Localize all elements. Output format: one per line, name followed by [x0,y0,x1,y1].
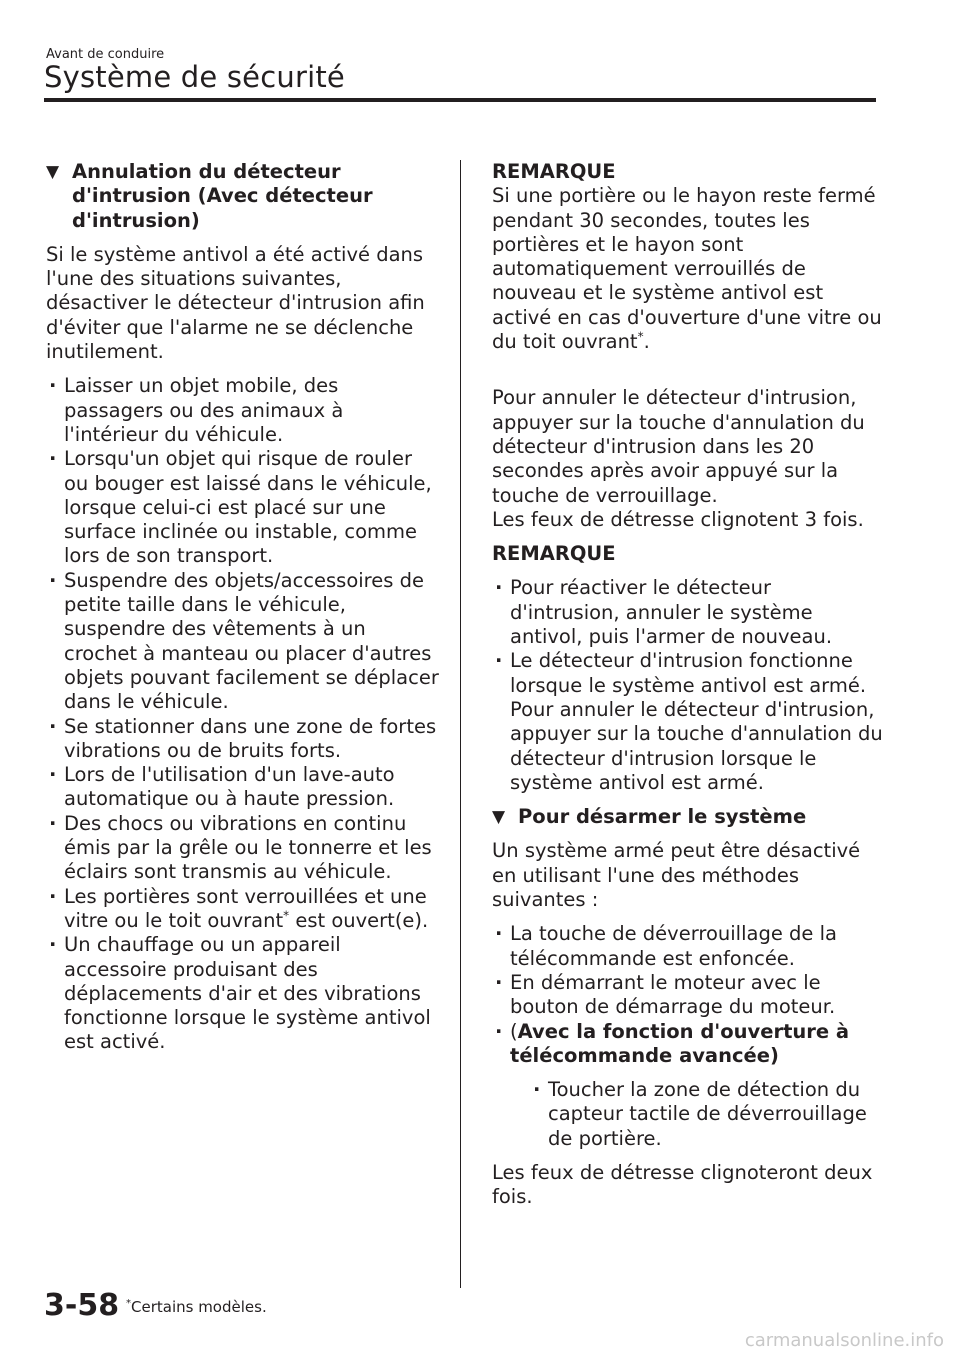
list-item: · Lorsqu'un objet qui risque de rouler ou bouger est laissé dans le véhicule, lorsque celui-ci est placé sur une surface inclinée ou instable, comme lors de son transport. [46,447,442,568]
sub-list [530,1078,884,1151]
triangle-icon: ▼ [46,162,60,182]
situations-list [46,374,442,1054]
heading-text: Pour désarmer le système [518,805,807,829]
heading-text: Annulation du détecteur d'intrusion (Avec détecteur d'intrusion) [72,160,373,232]
disarm-methods-list [492,922,884,1151]
list-item: · Laisser un objet mobile, des passagers ou des animaux à l'intérieur du véhicule. [46,374,442,447]
header-divider [44,98,876,102]
note-label: REMARQUE [492,160,616,183]
list-item [492,1020,884,1151]
list-item: · Toucher la zone de détection du capteur tactile de déverrouillage de portière. [530,1078,884,1151]
section-label: Avant de conduire [46,47,165,62]
list-item: · Pour réactiver le détecteur d'intrusion, annuler le système antivol, puis l'armer de nouveau. [492,576,884,649]
list-item-text: Les portières sont verrouillées et une vitre ou le toit ouvrant [64,884,427,932]
section-heading-intrusion [46,160,442,233]
cancel-instruction: Pour annuler le détecteur d'intrusion, appuyer sur la touche d'annulation du détecteur d'intrusion dans les 20 secondes après avoir appuyé sur la touche de verrouillage. [492,386,865,507]
list-item: · Lors de l'utilisation d'un lave-auto automatique ou à haute pression. [46,763,442,812]
disarm-intro: Un système armé peut être désactivé en utilisant l'une des méthodes suivantes : [492,839,861,912]
right-column [492,160,884,1210]
triangle-icon: ▼ [492,807,506,828]
left-column [46,160,442,1055]
intro-paragraph: Si le système antivol a été activé dans l'une des situations suivantes, désactiver le détecteur d'intrusion afin d'éviter que l'alarme ne se déclenche inutilement. [46,242,425,364]
column-divider [460,160,461,1288]
footnote-text: Certains modèles. [131,1298,267,1316]
list-item: · Suspendre des objets/accessoires de petite taille dans le véhicule, suspendre des vêtements à un crochet à manteau ou placer d'autres objets pouvant facilement se déplacer dans le véhicule. [46,569,442,715]
page-title: Système de sécurité [44,60,345,94]
list-item-text: est ouvert(e). [289,908,429,932]
footnote [126,1298,267,1316]
paren: ) [769,1043,779,1067]
list-item: · Le détecteur d'intrusion fonctionne lorsque le système antivol est armé. Pour annuler le détecteur d'intrusion, appuyer sur la touche d'annulation du détecteur d'intrusion lorsque le système antivol est armé. [492,649,884,795]
page-number: 3-58 [44,1288,120,1323]
footnote-marker: * [637,329,644,344]
list-item: · La touche de déverrouillage de la télécommande est enfoncée. [492,922,884,971]
list-item: · En démarrant le moteur avec le bouton de démarrage du moteur. [492,971,884,1020]
hazard-lights-note: Les feux de détresse clignotent 3 fois. [492,507,864,531]
footnote-marker: * [126,1298,131,1309]
section-heading-disarm [492,805,884,829]
list-item [46,885,442,934]
note-list [492,576,884,795]
list-item: · Des chocs ou vibrations en continu émis par la grêle ou le tonnerre et les éclairs sont transmis au véhicule. [46,812,442,885]
feature-name: Avec la fonction d'ouverture à télécommande avancée [510,1019,850,1067]
note-text-end: . [643,330,650,354]
note-text-body: Si une portière ou le hayon reste fermé pendant 30 secondes, toutes les portières et le hayon sont automatiquement verrouillés de nouveau et le système antivol est activé en cas d'ouverture d'une vitre ou du toit ouvrant [492,184,882,354]
list-item: · Un chauffage ou un appareil accessoire produisant des déplacements d'air et des vibrations fonctionne lorsque le système antivol est activé. [46,933,442,1054]
list-item: · Se stationner dans une zone de fortes vibrations ou de bruits forts. [46,715,442,764]
note-label: REMARQUE [492,542,616,566]
watermark: carmanualsonline.info [744,1330,944,1351]
note-text [492,184,884,354]
paren: ( [510,1019,518,1043]
closing-paragraph: Les feux de détresse clignoteront deux fois. [492,1160,873,1209]
footnote-marker: * [283,908,290,923]
